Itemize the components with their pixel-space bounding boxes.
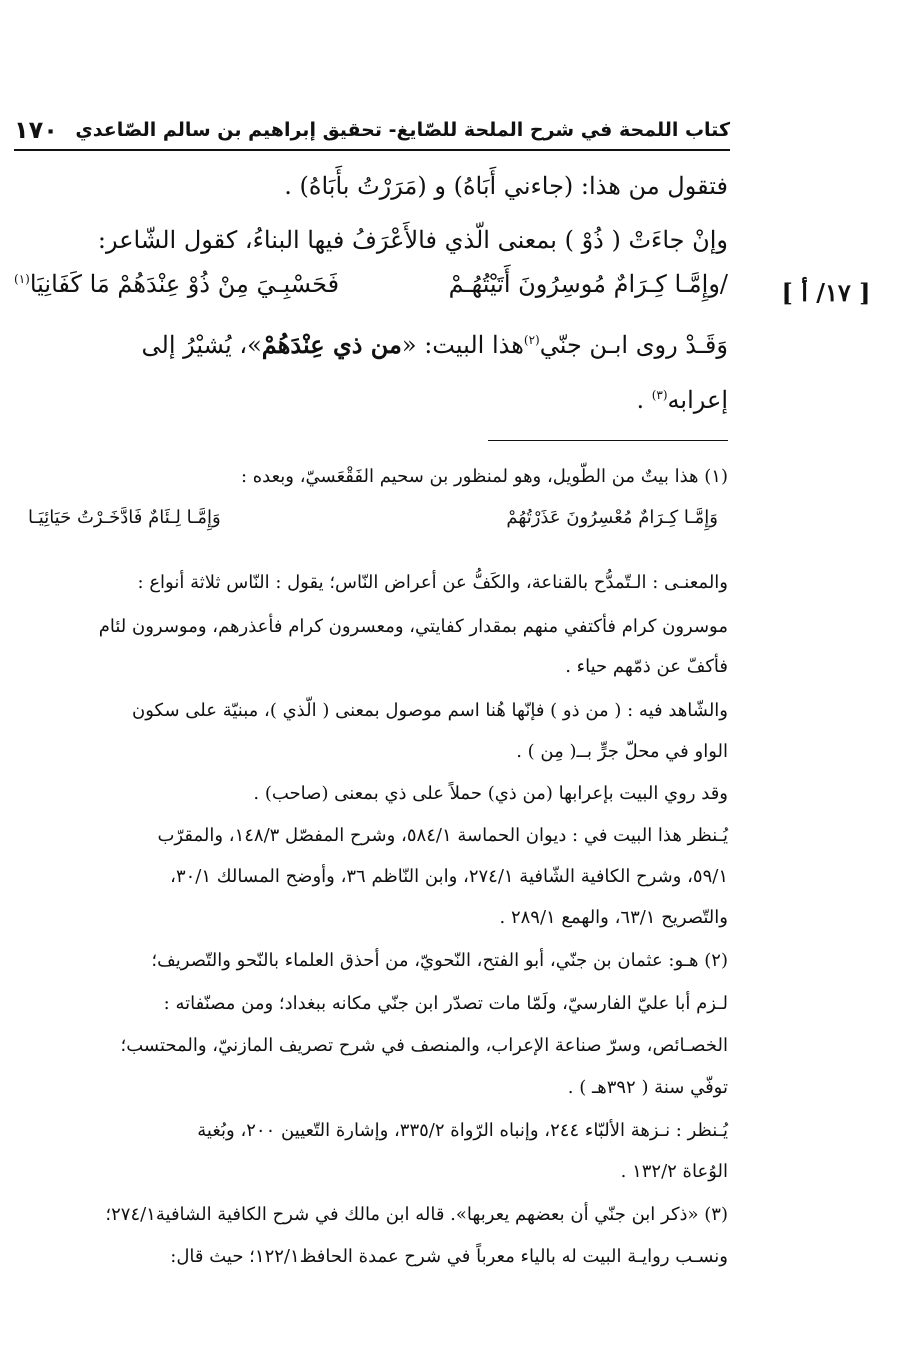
body-line-4 bbox=[14, 330, 728, 359]
fn-verse-first-hemistich: وَإِمَّـا كِـرَامٌ مُعْسِرُونَ عَذَرْتُهُمْ bbox=[506, 507, 718, 528]
line4-text-b: هذا البيت: « bbox=[401, 331, 524, 359]
verse-first-hemistich: /وإِمَّـا كِـرَامٌ مُوسِرُونَ أَتَيْتُهُـمْ bbox=[448, 270, 728, 298]
footnote-2-line-3: الخصـائص، وسرّ صناعة الإعراب، والمنصف في شرح تصريف المازنيّ، والمحتسب؛ bbox=[120, 1035, 728, 1056]
page-number: ١٧٠ bbox=[14, 116, 58, 144]
body-line-2: وإنْ جاءَتْ ( ذُوْ ) بمعنى الّذي فالأَعْرَفُ فيها البناءُ، كقول الشّاعر: bbox=[97, 226, 728, 254]
footnote-2-line-1: (٢) هـو: عثمان بن جنّي، أبو الفتح، النّحويّ، من أحذق العلماء بالنّحو والتّصريف؛ bbox=[151, 950, 728, 971]
verse-second-hemistich bbox=[14, 270, 339, 298]
line4-text-a: وَقَـدْ روى ابـن جنّي bbox=[539, 331, 728, 359]
verse-second-text: فَحَسْبِـيَ مِنْ ذُوْ عِنْدَهُمْ مَا كَفَانِيَا bbox=[29, 270, 340, 298]
body-verse bbox=[14, 270, 728, 314]
line5-text-a: إعرابه bbox=[667, 386, 728, 414]
footnote-separator bbox=[488, 440, 728, 441]
header-title: كتاب اللمحة في شرح الملحة للصّايغ- تحقيق إبراهيم بن سالم الصّاعدي bbox=[75, 119, 730, 141]
footnote-1-line-4: موسرون كرام فأكتفي منهم بمقدار كفايتي، ومعسرون كرام فأعذرهم، وموسرون لئام bbox=[98, 616, 728, 637]
manuscript-folio-ref: [ ١٧/ أ ] bbox=[781, 278, 871, 307]
footnote-marker-1: (١) bbox=[14, 272, 30, 286]
footnote-2-line-6: الوُعاة ١٣٢/٢ . bbox=[620, 1161, 728, 1182]
footnote-1-line-3: والمعنـى : الـتّمدُّح بالقناعة، والكَفُّ عن أعراض النّاس؛ يقول : النّاس ثلاثة أنواع : bbox=[137, 572, 728, 593]
line5-text-b: . bbox=[636, 386, 652, 414]
footnote-1-line-11: والتّصريح ٦٣/١، والهمع ٢٨٩/١ . bbox=[499, 907, 728, 928]
footnote-3-line-2: ونسـب روايـة البيت له بالياء معرباً في شرح عمدة الحافظ١٢٢/١؛ حيث قال: bbox=[170, 1246, 728, 1267]
footnote-2-line-5: يُـنظر : نـزهة الألبّاء ٢٤٤، وإنباه الرّواة ٣٣٥/٢، وإشارة التّعيين ٢٠٠، وبُغية bbox=[197, 1120, 728, 1141]
header-rule bbox=[14, 149, 730, 151]
footnote-3-line-1: (٣) «ذكر ابن جنّي أن بعضهم يعربها». قاله ابن مالك في شرح الكافية الشافية٢٧٤/١؛ bbox=[105, 1204, 728, 1225]
footnote-1-line-7: الواو في محلّ جرٍّ بــ( مِن ) . bbox=[516, 741, 728, 762]
body-line-5 bbox=[14, 386, 728, 414]
footnote-1-line-10: ٥٩/١، وشرح الكافية الشّافية ٢٧٤/١، وابن النّاظم ٣٦، وأوضح المسالك ٣٠/١، bbox=[170, 866, 728, 887]
footnote-1-line-5: فأكفّ عن ذمّهم حياء . bbox=[565, 656, 728, 677]
fn-verse-second-hemistich: وَإِمَّـا لِـئَامٌ فَادَّخَـرْتُ حَيَائِيَـا bbox=[28, 507, 221, 528]
footnote-1-line-9: يُـنظر هذا البيت في : ديوان الحماسة ٥٨٤/١، وشرح المفصّل ١٤٨/٣، والمقرّب bbox=[157, 825, 728, 846]
footnote-1-line-6: والشّاهد فيه : ( من ذو ) فإنّها هُنا اسم موصول بمعنى ( الّذي )، مبنيّة على سكون bbox=[132, 700, 728, 721]
footnote-2-line-2: لـزم أبا عليّ الفارسيّ، ولَمّا مات تصدّر ابن جنّي مكانه ببغداد؛ ومن مصنّفاته : bbox=[163, 993, 728, 1014]
line4-bold-quote: من ذي عِنْدَهُمْ bbox=[261, 330, 402, 359]
footnote-1-line-8: وقد روي البيت بإعرابها (من ذي) حملاً على ذي بمعنى (صاحب) . bbox=[253, 783, 728, 804]
running-header bbox=[14, 112, 730, 148]
body-line-1: فتقول من هذا: (جاءني أَبَاهُ) و (مَرَرْتُ بأَبَاهُ) . bbox=[284, 172, 728, 200]
line4-text-c: »، يُشيْرُ إلى bbox=[141, 331, 262, 359]
footnote-1-verse bbox=[14, 507, 728, 539]
footnote-marker-3: (٣) bbox=[651, 388, 668, 402]
footnote-1-line-1: (١) هذا بيتٌ من الطّويل، وهو لمنظور بن سحيم الفَقْعَسيّ، وبعده : bbox=[240, 466, 728, 487]
footnote-marker-2: (٢) bbox=[523, 333, 540, 347]
footnote-2-line-4: توفّي سنة ( ٣٩٢هـ ) . bbox=[567, 1077, 728, 1098]
